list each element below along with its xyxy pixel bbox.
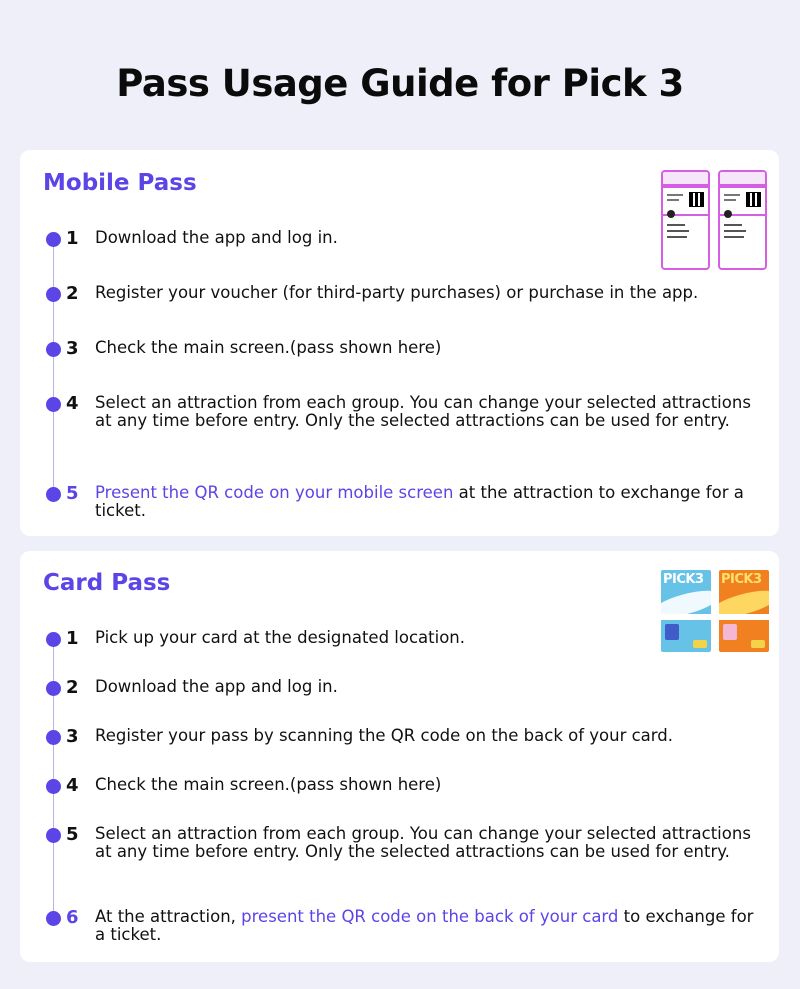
card-brand-logo: PICK3 [663,572,704,587]
step-dot-icon [46,487,61,502]
step-leading-text: At the attraction, [95,907,242,926]
step-number: 5 [66,483,79,504]
mobile-pass-screenshots [661,170,767,270]
step-dot-icon [46,828,61,843]
card-pass-section [20,551,779,962]
mobile-pass-section [20,150,779,536]
step-highlight-text: Present the QR code on your mobile screen [95,483,454,502]
phone-screenshot-icon [661,170,710,270]
step-text: Select an attraction from each group. You can change your selected attractions at any time before entry. Only the selected attractions can be used for entry. [95,824,751,861]
step-dot-icon [46,730,61,745]
timeline-line [53,238,54,492]
step-text: Register your pass by scanning the QR code on the back of your card. [95,726,674,745]
step-dot-icon [46,632,61,647]
step-text [95,908,755,944]
page-title: Pass Usage Guide for Pick 3 [116,62,684,105]
step-number: 1 [66,228,79,249]
step-text: Check the main screen.(pass shown here) [95,775,442,794]
phone-screenshot-icon [718,170,767,270]
qr-code-icon [746,192,761,207]
step-dot-icon [46,779,61,794]
step-number: 1 [66,628,79,649]
step-number: 6 [66,907,79,928]
step-number: 2 [66,283,79,304]
qr-code-icon [689,192,704,207]
step-dot-icon [46,232,61,247]
step-number: 4 [66,393,79,414]
step-text [95,484,755,520]
step-number: 5 [66,824,79,845]
timeline-line [53,638,54,916]
step-dot-icon [46,342,61,357]
card-brand-logo: PICK3 [721,572,762,587]
step-number: 3 [66,726,79,747]
step-dot-icon [46,397,61,412]
step-text: Register your voucher (for third-party purchases) or purchase in the app. [95,283,699,302]
step-dot-icon [46,681,61,696]
section-title-mobile-pass: Mobile Pass [43,170,197,196]
step-number: 2 [66,677,79,698]
step-number: 4 [66,775,79,796]
step-dot-icon [46,287,61,302]
step-trailing-text: to exchange for a ticket. [95,907,754,944]
step-text: Download the app and log in. [95,677,338,696]
section-title-card-pass: Card Pass [43,570,171,596]
step-text: Select an attraction from each group. You can change your selected attractions at any time before entry. Only the selected attractions can be used for entry. [95,393,751,430]
step-text: Pick up your card at the designated location. [95,628,466,647]
step-dot-icon [46,911,61,926]
step-trailing-text: at the attraction to exchange for a ticket. [95,483,744,520]
step-text: Check the main screen.(pass shown here) [95,338,442,357]
step-text: Download the app and log in. [95,228,338,247]
step-highlight-text: present the QR code on the back of your card [241,907,619,926]
step-number: 3 [66,338,79,359]
